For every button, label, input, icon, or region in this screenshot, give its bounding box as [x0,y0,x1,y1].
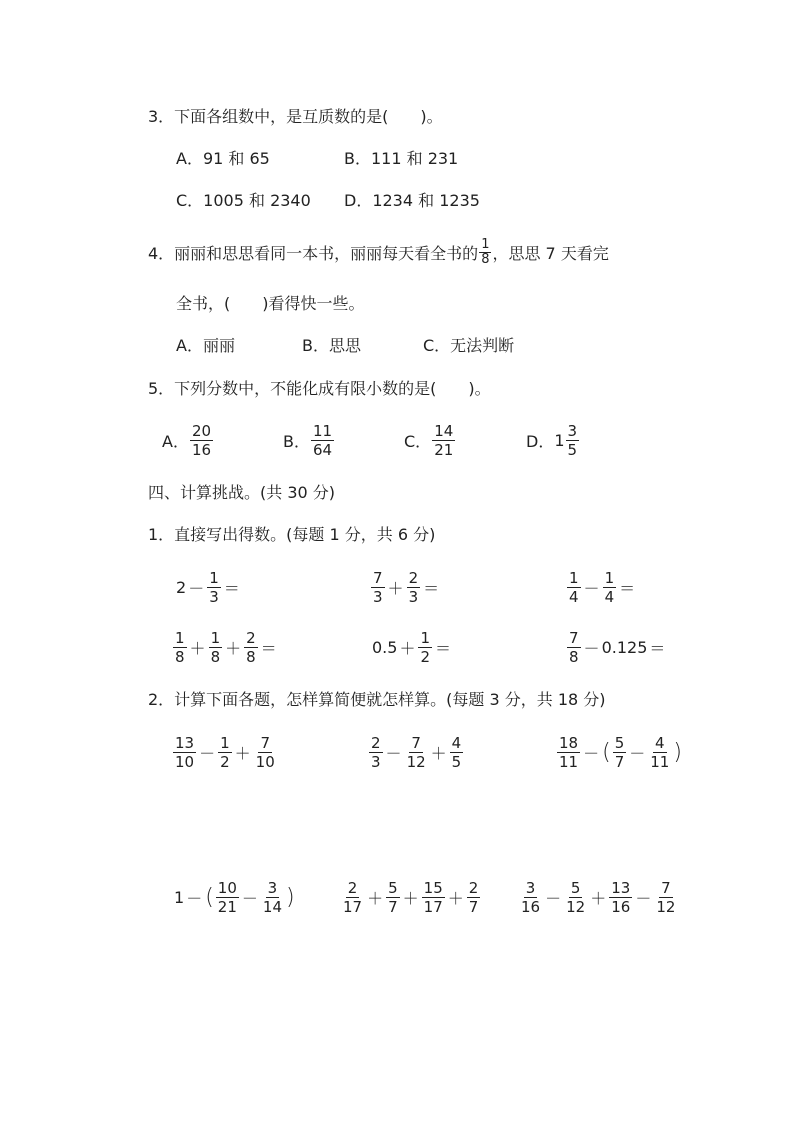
calc1-e6-op1: － [583,638,600,658]
calc2-e2-op2: ＋ [430,743,447,763]
calc1-e5-a: 0.5 [372,637,398,657]
calc1-e3-d2: 4 [604,587,615,606]
calc2-expr-2 [368,728,464,776]
calc1-e1-eq: ＝ [223,578,240,598]
q3-option-a: A．91 和 65 [176,149,270,168]
calc1-expr-6 [566,624,667,670]
calc2-e5-n3: 15 [423,878,443,897]
calc1-e1-frac [207,569,221,606]
q5-option-d [526,416,580,464]
calc2-e1-n1: 13 [175,733,195,752]
calc2-e2-n1: 2 [371,733,381,752]
calc2-expr-6 [518,873,678,921]
calc1-e4-n2: 1 [210,628,221,647]
calc1-e4-frac1 [173,629,187,666]
calc2-e6-frac4 [654,879,677,916]
q5-d-num: 3 [567,421,578,440]
calc1-e6-n1: 7 [569,628,579,647]
calc2-e2-d1: 3 [371,752,381,771]
calc1-e4-d3: 8 [246,647,256,666]
q4-option-c: C．无法判断 [423,336,515,355]
calc1-e5-n1: 1 [420,628,431,647]
q5-option-a-fraction [190,422,213,459]
calc1-e3-eq: ＝ [619,578,636,598]
calc1-e2-frac1 [371,569,385,606]
calc2-e5-d2: 7 [388,897,398,916]
calc2-e3-frac2 [613,734,627,771]
calc1-e3-frac1 [567,569,581,606]
calc2-e6-op2: ＋ [590,888,607,908]
calc2-expr-5 [340,873,481,921]
q4-option-a: A．丽丽 [176,336,235,355]
calc2-e4-op2: － [241,888,258,908]
calc2-expr-4 [174,873,296,921]
calc2-e4-rparen: ) [286,884,295,910]
calc2-e1-d2: 2 [220,752,230,771]
calc2-e1-d3: 10 [255,752,275,771]
calc1-e1-n1: 1 [209,568,219,587]
q5-option-c-label: C． [404,431,432,451]
calc1-e2-n2: 2 [408,568,419,587]
q5-option-b-label: B． [283,431,310,451]
calc1-e6-b: 0.125 [601,637,648,657]
calc2-e5-op3: ＋ [447,888,464,908]
calc2-e1-frac2 [218,734,232,771]
calc2-e3-frac1 [557,734,580,771]
calc2-e3-n3: 4 [655,733,665,752]
calc1-e4-d1: 8 [175,647,185,666]
calc2-e2-n3: 4 [451,733,462,752]
calc2-e2-frac3 [450,734,464,771]
calc2-e6-n4: 7 [661,878,671,897]
calc2-e2-n2: 7 [411,733,421,752]
calc2-e6-frac1 [519,879,542,916]
q5-option-b-fraction [311,422,334,459]
calc1-e4-frac3 [244,629,258,666]
calc2-e3-n2: 5 [614,733,625,752]
calc1-e2-d1: 3 [373,587,383,606]
calc2-title: 2．计算下面各题，怎样算简便就怎样算。(每题 3 分，共 18 分) [148,690,606,709]
calc1-e1-op1: － [188,578,205,598]
calc2-e4-op1: － [186,888,203,908]
calc2-e6-op3: － [635,888,652,908]
section4-title: 四、计算挑战。(共 30 分) [148,483,336,502]
calc2-e6-n2: 5 [570,878,581,897]
calc1-e4-frac2 [209,629,223,666]
calc2-e1-n2: 1 [220,733,230,752]
calc2-e1-frac1 [173,734,196,771]
q4-stem-pre: 4．丽丽和思思看同一本书，丽丽每天看全书的 [148,243,479,263]
q5-option-d-label: D． [526,431,555,451]
q5-option-c-fraction [432,422,455,459]
calc2-e3-op2: － [629,743,646,763]
calc2-e5-d4: 7 [468,897,479,916]
calc1-e6-d1: 8 [569,647,579,666]
calc2-e5-frac2 [386,879,400,916]
calc2-e2-op1: － [385,743,402,763]
calc2-e3-rparen: ) [673,739,682,765]
q5-option-a-label: A． [162,431,189,451]
calc1-e1-a: 2 [176,577,187,597]
q3-option-c: C．1005 和 2340 [176,191,311,210]
calc2-e6-d3: 16 [611,897,631,916]
calc1-expr-2 [370,564,441,610]
calc2-e2-frac1 [369,734,383,771]
calc1-e4-eq: ＝ [260,638,277,658]
calc2-e4-a: 1 [174,887,185,907]
calc2-e5-frac1 [341,879,364,916]
q5-b-den: 64 [312,440,333,459]
calc1-e4-op2: ＋ [225,638,242,658]
q5-option-b [283,416,335,464]
calc2-e5-d1: 17 [343,897,363,916]
calc2-e4-d1: 21 [217,897,237,916]
calc2-e3-n1: 18 [559,733,579,752]
calc1-expr-5 [372,624,453,670]
calc2-e4-n1: 10 [217,878,237,897]
calc1-e2-d2: 3 [408,587,419,606]
calc2-e3-d3: 11 [650,752,670,771]
calc2-e3-d1: 11 [559,752,579,771]
calc1-e2-op1: ＋ [387,578,404,598]
calc2-e2-frac2 [405,734,428,771]
calc2-e3-lparen: ( [602,739,611,765]
q4-fraction-num: 1 [481,236,490,252]
calc2-e6-frac2 [564,879,587,916]
calc2-e5-frac4 [467,879,481,916]
calc2-e6-d2: 12 [566,897,586,916]
calc1-e2-frac2 [407,569,421,606]
calc2-e1-frac3 [254,734,277,771]
calc1-e1-d1: 3 [209,587,219,606]
calc2-e2-d2: 12 [406,752,426,771]
calc2-e5-d3: 17 [423,897,443,916]
q5-c-den: 21 [434,440,454,459]
calc1-e3-n1: 1 [569,568,579,587]
q5-a-num: 20 [191,421,212,440]
calc2-e2-d3: 5 [451,752,462,771]
q5-option-d-fraction [566,422,580,459]
calc2-e4-frac2 [261,879,284,916]
calc1-e3-n2: 1 [604,568,615,587]
calc1-e4-n3: 2 [246,628,256,647]
q4-stem-line2: 全书，( )看得快一些。 [176,294,365,313]
calc2-e1-n3: 7 [260,733,270,752]
q5-a-den: 16 [191,440,212,459]
calc2-e3-d2: 7 [614,752,625,771]
calc1-e4-op1: ＋ [189,638,206,658]
calc2-e5-n2: 5 [388,878,398,897]
q4-fraction [479,238,491,267]
calc2-e4-n2: 3 [267,878,278,897]
calc2-e6-n1: 3 [525,878,536,897]
q5-d-den: 5 [567,440,578,459]
q3-option-d: D．1234 和 1235 [344,191,480,210]
calc2-e6-d4: 12 [656,897,676,916]
calc2-e3-frac3 [648,734,671,771]
calc2-e6-d1: 16 [521,897,541,916]
calc1-expr-3 [566,564,637,610]
calc2-e6-frac3 [609,879,632,916]
calc2-expr-1 [172,728,278,776]
calc2-e6-n3: 13 [611,878,631,897]
calc2-e5-frac3 [422,879,445,916]
calc2-e5-op1: ＋ [367,888,384,908]
calc1-e2-eq: ＝ [423,578,440,598]
calc2-expr-3 [556,728,683,776]
calc2-e1-op1: － [199,743,216,763]
q3-stem: 3．下面各组数中，是互质数的是( )。 [148,107,443,126]
q3-option-b: B．111 和 231 [344,149,459,168]
calc2-e4-lparen: ( [205,884,214,910]
calc1-e5-frac [418,629,432,666]
calc2-e4-frac1 [216,879,239,916]
calc2-e5-op2: ＋ [402,888,419,908]
calc1-expr-1 [176,564,242,610]
calc1-title: 1．直接写出得数。(每题 1 分，共 6 分) [148,525,436,544]
calc2-e1-d1: 10 [175,752,195,771]
q5-option-a [162,416,214,464]
calc2-e1-op2: ＋ [234,743,251,763]
calc1-e6-eq: ＝ [649,638,666,658]
calc1-e5-eq: ＝ [435,638,452,658]
calc1-e3-d1: 4 [569,587,579,606]
calc1-e5-d1: 2 [420,647,431,666]
q4-option-b: B．思思 [302,336,361,355]
q5-c-num: 14 [434,421,454,440]
calc1-e3-frac2 [603,569,617,606]
q4-stem-post: ，思思 7 天看完 [492,243,609,263]
calc2-e4-d2: 14 [262,897,282,916]
q5-option-c [404,416,456,464]
q5-stem: 5．下列分数中，不能化成有限小数的是( )。 [148,379,491,398]
calc2-e5-n1: 2 [347,878,358,897]
calc1-e6-frac [567,629,581,666]
calc1-e5-op1: ＋ [399,638,416,658]
calc1-e2-n1: 7 [373,568,383,587]
calc2-e3-op1: － [583,743,600,763]
calc1-e4-d2: 8 [210,647,221,666]
calc1-expr-4 [172,624,279,670]
q4-fraction-den: 8 [481,251,490,267]
q4-stem [148,230,609,274]
q5-d-whole: 1 [554,430,565,450]
calc1-e3-op1: － [583,578,600,598]
calc1-e4-n1: 1 [175,628,185,647]
q5-b-num: 11 [312,421,333,440]
calc2-e6-op1: － [545,888,562,908]
calc2-e5-n4: 2 [468,878,479,897]
